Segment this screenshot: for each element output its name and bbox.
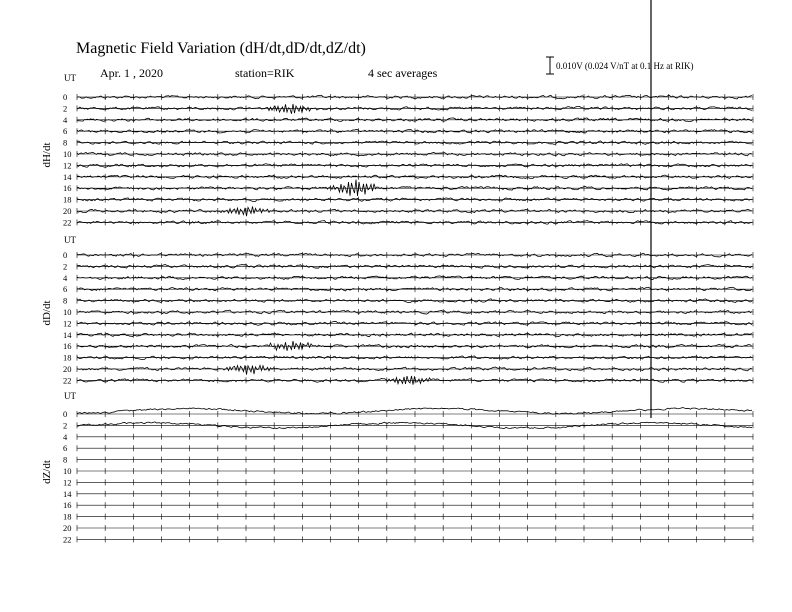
row-label: 18: [63, 511, 72, 522]
row-label: 10: [63, 149, 72, 159]
row-label: 14: [63, 329, 72, 340]
date-label: Apr. 1 , 2020: [100, 66, 163, 80]
panel-dh-dt: [41, 73, 753, 227]
scale-text: 0.010V (0.024 V/nT at 0.1 Hz at RIK): [556, 61, 694, 71]
ut-label: UT: [64, 73, 76, 83]
row-label: 18: [63, 352, 72, 363]
row-label: 22: [63, 534, 72, 545]
panel-dz-dt: [41, 391, 753, 544]
row-label: 20: [63, 523, 72, 533]
panel-axis-label: dH/dt: [41, 142, 53, 168]
row-label: 22: [63, 375, 72, 386]
row-label: 20: [63, 364, 72, 374]
row-label: 16: [63, 341, 72, 352]
scale-bar: [546, 57, 554, 74]
panel-axis-label: dD/dt: [41, 300, 53, 326]
ut-label: UT: [64, 235, 76, 245]
row-label: 6: [63, 126, 68, 137]
row-label: 2: [63, 103, 68, 114]
row-label: 4: [63, 272, 68, 283]
row-label: 14: [63, 171, 72, 182]
row-label: 16: [63, 500, 72, 511]
row-label: 8: [63, 137, 68, 148]
row-label: 0: [63, 409, 68, 419]
row-label: 12: [63, 318, 72, 329]
row-label: 0: [63, 92, 68, 102]
panel-axis-label: dZ/dt: [41, 460, 53, 484]
row-label: 2: [63, 261, 68, 272]
row-label: 10: [63, 466, 72, 476]
ut-label: UT: [64, 391, 76, 401]
row-label: 6: [63, 443, 68, 454]
row-label: 18: [63, 194, 72, 205]
station-label: station=RIK: [235, 66, 295, 80]
row-label: 10: [63, 307, 72, 317]
row-label: 20: [63, 206, 72, 216]
row-label: 12: [63, 477, 72, 488]
row-label: 12: [63, 160, 72, 171]
averaging-label: 4 sec averages: [368, 66, 438, 80]
row-label: 0: [63, 250, 68, 260]
row-label: 8: [63, 295, 68, 306]
row-label: 4: [63, 431, 68, 442]
row-label: 14: [63, 488, 72, 499]
row-label: 16: [63, 183, 72, 194]
row-label: 8: [63, 454, 68, 465]
row-label: 2: [63, 420, 68, 431]
row-label: 4: [63, 114, 68, 125]
row-label: 22: [63, 217, 72, 228]
row-label: 6: [63, 284, 68, 295]
panel-dd-dt: [41, 235, 753, 385]
chart-title: Magnetic Field Variation (dH/dt,dD/dt,dZ/dt): [76, 40, 366, 57]
